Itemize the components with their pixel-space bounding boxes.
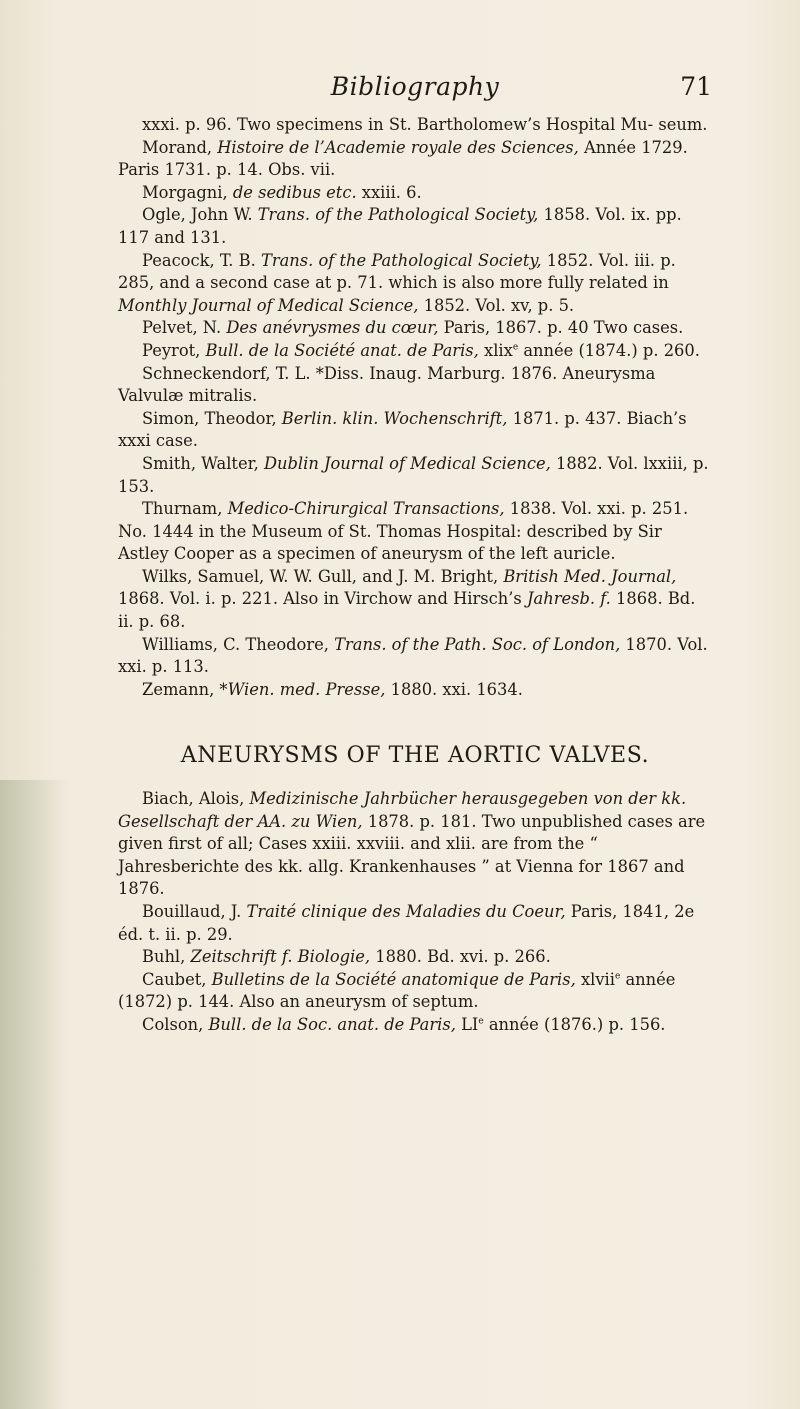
bib-entry: Ogle, John W. Trans. of the Pathological Society, 1858. Vol. ix. pp. 117 and 131. [118, 205, 682, 247]
bib-entry: Buhl, Zeitschrift f. Biologie, 1880. Bd. xvi. p. 266. [142, 947, 551, 967]
bib-entry: xxxi. p. 96. Two specimens in St. Bartholomew’s Hospital Mu- seum. [142, 115, 708, 134]
bib-entry: Caubet, Bulletins de la Société anatomique de Paris, xlvii$^e$ année (1872) p. 144. Also an aneurysm of septum. [118, 969, 676, 1012]
bib-entry: Morgagni, de sedibus etc. xxiii. 6. [142, 182, 422, 202]
page-header [118, 72, 712, 112]
running-head-title: Bibliography [330, 72, 500, 101]
bib-entry: Peyrot, Bull. de la Société anat. de Paris, xlix$^e$ année (1874.) p. 260. [142, 340, 700, 360]
bib-entry: Bouillaud, J. Traité clinique des Maladies du Coeur, Paris, 1841, 2e éd. t. ii. p. 29. [118, 902, 695, 944]
bib-entry: Peacock, T. B. Trans. of the Pathological Society, 1852. Vol. iii. p. 285, and a second case at p. 71. which is also more fully related in Monthly Journal of Medical Science, 1852. Vol. xv, p. 5. [118, 250, 676, 315]
bib-entry: Smith, Walter, Dublin Journal of Medical Science, 1882. Vol. lxxiii, p. 153. [118, 453, 709, 496]
bib-entry: Morand, Histoire de l’Academie royale des Sciences, Année 1729. Paris 1731. p. 14. Obs. vii. [118, 137, 688, 180]
page-number: 71 [680, 72, 712, 101]
bib-entry: Wilks, Samuel, W. W. Gull, and J. M. Bright, British Med. Journal, 1868. Vol. i. p. 221. Also in Virchow and Hirsch’s Jahresb. f. 1868. Bd. ii. p. 68. [118, 566, 696, 632]
bib-entry: Colson, Bull. de la Soc. anat. de Paris, LIe année (1876.) p. 156. [142, 1014, 666, 1034]
bib-entry: Williams, C. Theodore, Trans. of the Path. Soc. of London, 1870. Vol. xxi. p. 113. [118, 634, 708, 677]
bibliography-content [118, 114, 712, 1037]
bib-entry: Simon, Theodor, Berlin. klin. Wochenschrift, 1871. p. 437. Biach’s xxxi case. [118, 408, 687, 451]
bib-entry: Biach, Alois, Medizinische Jahrbücher herausgegeben von der kk. Gesellschaft der AA. zu Wien, 1878. p. 181. Two unpublished cases are given first of all; Cases xxiii. xxviii. and xlii. are from the “ Jahresberichte des kk. allg. Krankenhauses ” at Vienna for 1867 and 1876. [118, 789, 706, 899]
bib-entry: Thurnam, Medico-Chirurgical Transactions, 1838. Vol. xxi. p. 251. No. 1444 in the Museum of St. Thomas Hospital: described by Sir Astley Cooper as a specimen of aneurysm of the left auricle. [118, 499, 689, 564]
section-heading: ANEURYSMS OF THE AORTIC VALVES. [180, 743, 650, 769]
page-binding-shadow [0, 780, 70, 1409]
bib-entry: Schneckendorf, T. L. *Diss. Inaug. Marburg. 1876. Aneurysma Valvulæ mitralis. [118, 363, 656, 406]
bib-entry: Zemann, *Wien. med. Presse, 1880. xxi. 1634. [142, 679, 523, 699]
bib-entry: Pelvet, N. Des anévrysmes du cœur, Paris, 1867. p. 40 Two cases. [142, 318, 684, 338]
